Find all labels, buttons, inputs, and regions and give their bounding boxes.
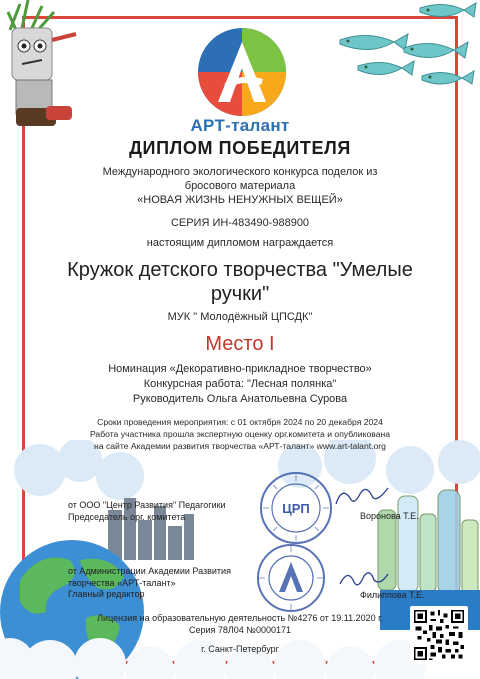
signer-1-name: Воронова Т.Е. bbox=[360, 511, 419, 521]
city: г. Санкт-Петербург bbox=[201, 644, 279, 654]
event-info bbox=[40, 416, 440, 452]
recipient-line: Кружок детского творчества "Умелые bbox=[67, 259, 413, 281]
contest-line: «НОВАЯ ЖИЗНЬ НЕНУЖНЫХ ВЕЩЕЙ» bbox=[137, 194, 343, 206]
work-title: Конкурсная работа: "Лесная полянка" bbox=[143, 378, 337, 390]
signer-1-role: Председатель орг. комитета bbox=[68, 511, 186, 522]
signer-1 bbox=[68, 500, 268, 523]
diploma-title: ДИПЛОМ ПОБЕДИТЕЛЯ bbox=[129, 138, 351, 158]
event-dates: Сроки проведения мероприятия: с 01 октября 2024 по 20 декабря 2024 bbox=[97, 417, 383, 427]
contest-line: Международного экологического конкурса поделок из bbox=[102, 166, 378, 178]
contest-line: бросового материала bbox=[184, 180, 296, 192]
signer-2-role: Главный редактор bbox=[68, 589, 145, 599]
signer-2 bbox=[68, 566, 268, 601]
recipient-line: ручки" bbox=[210, 283, 270, 305]
event-review: Работа участника прошла экспертную оценку орг.комитета и опубликована bbox=[89, 429, 391, 439]
stamp-crp bbox=[258, 470, 334, 546]
organization: МУК " Молодёжный ЦПСДК" bbox=[167, 311, 313, 323]
recipient-name bbox=[40, 258, 440, 306]
signer-1-org: от ООО "Центр Развития" Педагогики bbox=[68, 500, 226, 510]
license-number: Лицензия на образовательную деятельность №4276 от 19.11.2020 г. bbox=[97, 613, 383, 623]
license-info bbox=[60, 613, 420, 636]
license-series: Серия 78Л04 №0000171 bbox=[188, 624, 292, 635]
signature-voronova bbox=[332, 484, 392, 510]
signer-2-org: от Администрации Академии Развития bbox=[68, 566, 231, 576]
nomination: Номинация «Декоративно-прикладное творчество» bbox=[108, 363, 372, 375]
brand-name: АРТ-талант bbox=[190, 116, 290, 135]
awarded-text: настоящим дипломом награждается bbox=[146, 237, 334, 249]
series-number: СЕРИЯ ИН-483490-988900 bbox=[170, 217, 310, 229]
signer-2-org-name: творчества «АРТ-талант» bbox=[68, 577, 176, 588]
fish-decoration bbox=[300, 0, 480, 96]
art-talant-logo bbox=[196, 26, 288, 118]
signature-filippova bbox=[336, 566, 392, 592]
bottle-robot-decoration bbox=[2, 0, 84, 132]
supervisor: Руководитель Ольга Анатольевна Сурова bbox=[132, 393, 348, 405]
signer-2-name: Филиппова Т.Е. bbox=[360, 590, 425, 600]
event-website: на сайте Академии развития творчества «АРТ-талант» www.art-talant.org bbox=[94, 441, 386, 451]
award-details bbox=[40, 362, 440, 407]
place-award: Место I bbox=[205, 333, 275, 355]
stamp-crp-text: ЦРП bbox=[282, 501, 310, 516]
qr-code bbox=[410, 606, 468, 664]
contest-name bbox=[40, 165, 440, 207]
